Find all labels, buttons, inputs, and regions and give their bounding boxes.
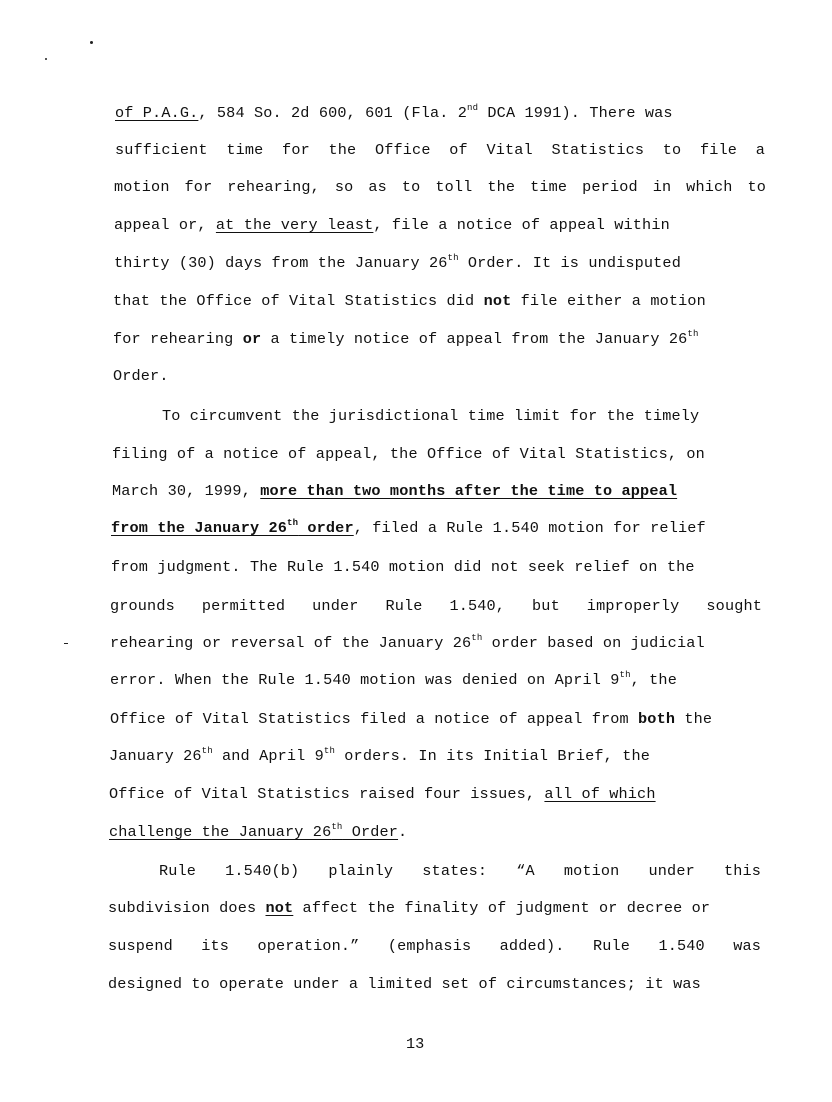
emphasis-bold: or bbox=[242, 330, 262, 348]
page-number: 13 bbox=[406, 1035, 425, 1053]
scan-speck bbox=[64, 643, 68, 644]
text-line: that the Office of Vital Statistics did not file either a motion bbox=[113, 292, 706, 310]
text-line: challenge the January 26th Order. bbox=[109, 822, 408, 841]
emphasis-underline: all of which bbox=[544, 785, 656, 803]
text-line: appeal or, at the very least, file a notice of appeal within bbox=[114, 216, 670, 234]
text-line: January 26th and April 9th orders. In its Initial Brief, the bbox=[109, 746, 651, 765]
text-line: March 30, 1999, more than two months after the time to appeal bbox=[112, 482, 678, 500]
emphasis-bold: not bbox=[483, 292, 512, 310]
text-line: grounds permitted under Rule 1.540, but improperly sought bbox=[110, 597, 762, 615]
text-line: thirty (30) days from the January 26th Order. It is undisputed bbox=[114, 253, 681, 272]
text-line: designed to operate under a limited set of circumstances; it was bbox=[108, 975, 701, 993]
text-line: Order. bbox=[113, 367, 169, 385]
text-line: from the January 26th order, filed a Rule 1.540 motion for relief bbox=[111, 518, 706, 537]
text-line: suspend its operation.” (emphasis added). Rule 1.540 was bbox=[108, 937, 761, 955]
text-line: subdivision does not affect the finality of judgment or decree or bbox=[108, 899, 711, 917]
text-line: filing of a notice of appeal, the Office of Vital Statistics, on bbox=[112, 445, 705, 463]
text-line: Office of Vital Statistics filed a notice of appeal from both the bbox=[110, 710, 713, 728]
emphasis-underline: at the very least bbox=[215, 216, 374, 234]
text-line: rehearing or reversal of the January 26th order based on judicial bbox=[110, 633, 705, 652]
text-line: Rule 1.540(b) plainly states: “A motion under this bbox=[159, 862, 761, 880]
text-line: motion for rehearing, so as to toll the time period in which to bbox=[114, 178, 766, 196]
text-line: of P.A.G., 584 So. 2d 600, 601 (Fla. 2nd DCA 1991). There was bbox=[115, 103, 673, 122]
text-line: Office of Vital Statistics raised four issues, all of which bbox=[109, 785, 656, 803]
scan-speck bbox=[90, 41, 93, 44]
emphasis-underline: challenge the January 26th Order bbox=[109, 822, 399, 841]
text-line: error. When the Rule 1.540 motion was denied on April 9th, the bbox=[110, 670, 677, 689]
scan-speck bbox=[45, 58, 47, 60]
emphasis-bold-underline: not bbox=[265, 899, 294, 917]
text-line: for rehearing or a timely notice of appeal from the January 26th bbox=[113, 329, 699, 348]
text-line: To circumvent the jurisdictional time limit for the timely bbox=[162, 407, 700, 425]
emphasis-bold-underline: more than two months after the time to appeal bbox=[260, 482, 678, 500]
case-citation: of P.A.G. bbox=[115, 104, 199, 122]
emphasis-bold: both bbox=[638, 710, 676, 728]
text-line: sufficient time for the Office of Vital Statistics to file a bbox=[115, 141, 765, 159]
text-line: from judgment. The Rule 1.540 motion did not seek relief on the bbox=[111, 558, 695, 576]
emphasis-bold-underline: from the January 26th order bbox=[111, 518, 354, 537]
